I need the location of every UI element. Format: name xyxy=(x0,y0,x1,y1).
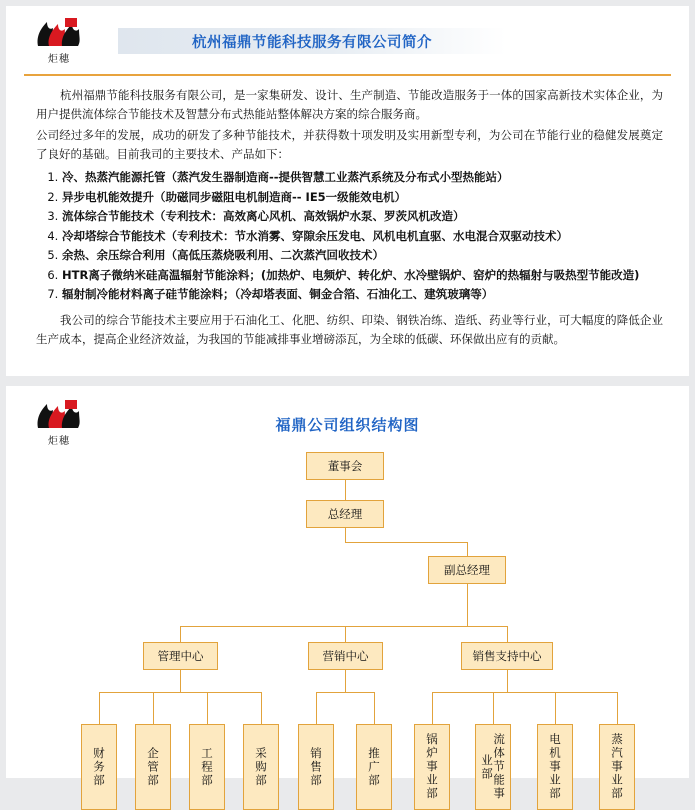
node-sales-support-center: 销售支持中心 xyxy=(461,642,553,670)
flame-logo-icon xyxy=(32,16,86,48)
connector xyxy=(316,692,374,693)
document-page xyxy=(0,6,695,801)
list-item: 7. 辐射制冷能材料离子硅节能涂料；（冷却塔表面、铜金合箔、石油化工、建筑玻璃等） xyxy=(62,285,663,305)
connector xyxy=(555,692,556,724)
node-sales-dept: 销售部 xyxy=(298,724,334,810)
node-promotion-dept: 推广部 xyxy=(356,724,392,810)
connector xyxy=(493,692,494,724)
connector xyxy=(617,692,618,724)
list-item: 5. 余热、余压综合利用（高低压蒸烧吸利用、二次蒸汽回收技术） xyxy=(62,246,663,266)
company-intro-card xyxy=(6,6,689,376)
connector xyxy=(345,626,346,642)
intro-closing-paragraph: 我公司的综合节能技术主要应用于石油化工、化肥、纺织、印染、钢铁冶练、造纸、药业等行业，可大幅度的降低企业生产成本，提高企业经济效益，为我国的节能减排事业增磅添瓦，为全球的低碳、环保做出应有的贡献。 xyxy=(36,312,663,346)
list-item: 1. 冷、热蒸汽能源托管（蒸汽发生器制造商--提供智慧工业蒸汽系统及分布式小型热能站） xyxy=(62,168,663,188)
org-chart-card xyxy=(6,386,689,801)
connector xyxy=(261,692,262,724)
node-finance-dept: 财务部 xyxy=(81,724,117,810)
intro-header xyxy=(6,6,689,68)
node-purchase-dept: 采购部 xyxy=(243,724,279,810)
node-steam-division: 蒸汽事业部 xyxy=(599,724,635,810)
node-fluid-division: 流体节能事业部 xyxy=(475,724,511,810)
connector xyxy=(180,626,507,627)
connector xyxy=(345,480,346,500)
intro-title-bar xyxy=(118,28,506,54)
connector xyxy=(180,670,181,692)
node-general-manager: 总经理 xyxy=(306,500,384,528)
connector xyxy=(467,542,468,556)
connector xyxy=(180,626,181,642)
connector xyxy=(153,692,154,724)
node-deputy-gm: 副总经理 xyxy=(428,556,506,584)
tech-list xyxy=(36,168,663,305)
company-logo-text: 炬穗 xyxy=(48,54,70,65)
connector xyxy=(507,670,508,692)
connector xyxy=(507,626,508,642)
node-boiler-division: 锅炉事业部 xyxy=(414,724,450,810)
connector xyxy=(432,692,617,693)
connector xyxy=(345,542,467,543)
page-title: 杭州福鼎节能科技服务有限公司简介 xyxy=(192,34,432,51)
node-engineering-dept: 工程部 xyxy=(189,724,225,810)
node-management-center: 管理中心 xyxy=(143,642,218,670)
intro-paragraph-1: 杭州福鼎节能科技服务有限公司，是一家集研发、设计、生产制造、节能改造服务于一体的国家高新技术实体企业，为用户提供流体综合节能技术及智慧分布式热能站整体解决方案的综合服务商。 xyxy=(36,88,663,121)
node-marketing-center: 营销中心 xyxy=(308,642,383,670)
connector xyxy=(345,670,346,692)
connector xyxy=(345,528,346,542)
connector xyxy=(467,584,468,626)
connector xyxy=(374,692,375,724)
node-motor-division: 电机事业部 xyxy=(537,724,573,810)
connector xyxy=(432,692,433,724)
connector xyxy=(99,692,100,724)
company-logo-text: 炬穗 xyxy=(48,436,70,447)
list-item: 2. 异步电机能效提升（助磁同步磁阻电机制造商-- IE5一级能效电机） xyxy=(62,188,663,208)
connector xyxy=(99,692,261,693)
list-item: 3. 流体综合节能技术（专利技术：高效离心风机、高效锅炉水泵、罗茨风机改造） xyxy=(62,207,663,227)
node-planning-dept: 企管部 xyxy=(135,724,171,810)
list-item: 4. 冷却塔综合节能技术（专利技术：节水消雾、穿隙余压发电、风机电机直驱、水电混合双驱动技术） xyxy=(62,227,663,247)
intro-body xyxy=(36,86,663,351)
node-board: 董事会 xyxy=(306,452,384,480)
org-chart-title: 福鼎公司组织结构图 xyxy=(275,416,420,434)
intro-paragraph-2: 公司经过多年的发展，成功的研发了多种节能技术，并获得数十项发明及实用新型专利，为公司在节能行业的稳健发展奠定了良好的基础。目前我司的主要技术、产品如下： xyxy=(36,128,663,161)
connector xyxy=(316,692,317,724)
list-item: 6. HTR离子微纳米硅高温辐射节能涂料；(加热炉、电频炉、转化炉、水冷壁锅炉、窑炉的热辐射与吸热型节能改造) xyxy=(62,266,663,286)
org-chart xyxy=(6,386,695,801)
connector xyxy=(207,692,208,724)
header-divider xyxy=(24,74,671,76)
company-logo xyxy=(28,16,90,68)
